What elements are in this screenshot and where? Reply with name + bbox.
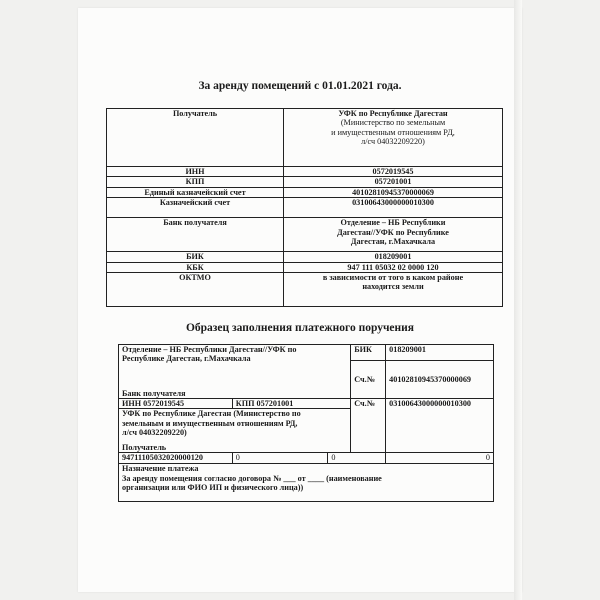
table-row xyxy=(107,273,503,307)
recipient-main: УФК по Республике Дагестан xyxy=(338,109,448,118)
requisites-table xyxy=(106,108,503,307)
po-zero-1: 0 xyxy=(232,453,328,464)
kpp-label: КПП xyxy=(107,177,284,187)
po-recipient-line3: л/сч 04032209220) xyxy=(122,428,187,438)
po-purpose-cell xyxy=(119,464,494,502)
bank-line3: Дагестан, г.Махачкала xyxy=(350,237,436,247)
bank-line2: Дагестан//УФК по Республике xyxy=(337,227,449,237)
po-purpose-line1: За аренду помещения согласно договора № ___ от ____ (наименование xyxy=(122,473,382,483)
po-zero-3: 0 xyxy=(386,453,494,464)
table-row xyxy=(107,218,503,252)
recipient-line4: л/сч 04032209220) xyxy=(361,137,425,147)
table-row xyxy=(107,187,503,197)
kc-label: Казначейский счет xyxy=(107,198,284,218)
ekc-label: Единый казначейский счет xyxy=(107,187,284,197)
table-row xyxy=(107,109,503,167)
bank-name-cell xyxy=(119,345,351,385)
po-account1-label: Сч.№ xyxy=(351,361,386,399)
kbk-label: КБК xyxy=(107,262,284,272)
po-account1-value: 40102810945370000069 xyxy=(386,361,494,399)
kbk-value: 947 111 05032 02 0000 120 xyxy=(284,262,503,272)
oktmo-line2: находится земли xyxy=(362,282,424,292)
recipient-label: Получатель xyxy=(107,109,284,167)
table-row xyxy=(107,177,503,187)
po-purpose-line2: организации или ФИО ИП и физического лица)) xyxy=(122,483,304,493)
po-recipient-line2: земельным и имущественным отношениям РД, xyxy=(122,418,298,428)
po-kpp: КПП 057201001 xyxy=(232,399,350,409)
po-bank-label: Банк получателя xyxy=(119,385,351,399)
table-row xyxy=(119,453,494,464)
po-purpose-label: Назначение платежа xyxy=(122,464,199,474)
po-recipient-line1: УФК по Республике Дагестан (Министерство по xyxy=(122,409,301,419)
kpp-value: 057201001 xyxy=(284,177,503,187)
inn-label: ИНН xyxy=(107,167,284,177)
bank-line1: Отделение – НБ Республики xyxy=(340,218,446,228)
recipient-value xyxy=(284,109,503,167)
po-kbk: 94711105032020000120 xyxy=(119,453,233,464)
payment-order-table xyxy=(118,344,494,502)
bik-label: БИК xyxy=(107,252,284,262)
po-inn: ИНН 0572019545 xyxy=(119,399,233,409)
po-account2-label: Сч.№ xyxy=(351,399,386,453)
oktmo-line1: в зависимости от того в каком районе xyxy=(322,273,464,283)
oktmo-label: ОКТМО xyxy=(107,273,284,307)
page-title: За аренду помещений с 01.01.2021 года. xyxy=(198,80,402,92)
kc-value: 03100643000000010300 xyxy=(284,198,503,218)
table-row xyxy=(119,399,494,409)
oktmo-value xyxy=(284,273,503,307)
page-edge-shadow xyxy=(514,0,522,600)
po-account2-value: 03100643000000010300 xyxy=(386,399,494,453)
table-row xyxy=(107,262,503,272)
table-row xyxy=(107,198,503,218)
sample-heading: Образец заполнения платежного поручения xyxy=(185,322,415,334)
table-row xyxy=(107,167,503,177)
table-row xyxy=(107,252,503,262)
po-recipient-label: Получатель xyxy=(122,442,167,452)
po-bik-value: 018209001 xyxy=(386,345,494,361)
recipient-line2: (Министерство по земельным xyxy=(340,118,446,128)
document-page xyxy=(78,8,522,592)
table-row xyxy=(119,464,494,502)
inn-value: 0572019545 xyxy=(284,167,503,177)
bank-label: Банк получателя xyxy=(107,218,284,252)
po-zero-2: 0 xyxy=(328,453,386,464)
po-bank-line1: Отделение – НБ Республики Дагестан//УФК по xyxy=(122,345,297,354)
recipient-line3: и имущественным отношениям РД, xyxy=(331,127,455,137)
bank-value xyxy=(284,218,503,252)
po-bank-line2: Республике Дагестан, г.Махачкала xyxy=(122,354,251,364)
ekc-value: 40102810945370000069 xyxy=(284,187,503,197)
po-bik-label: БИК xyxy=(351,345,386,361)
po-recipient-cell xyxy=(119,409,351,453)
table-row xyxy=(119,345,494,361)
bik-value: 018209001 xyxy=(284,252,503,262)
